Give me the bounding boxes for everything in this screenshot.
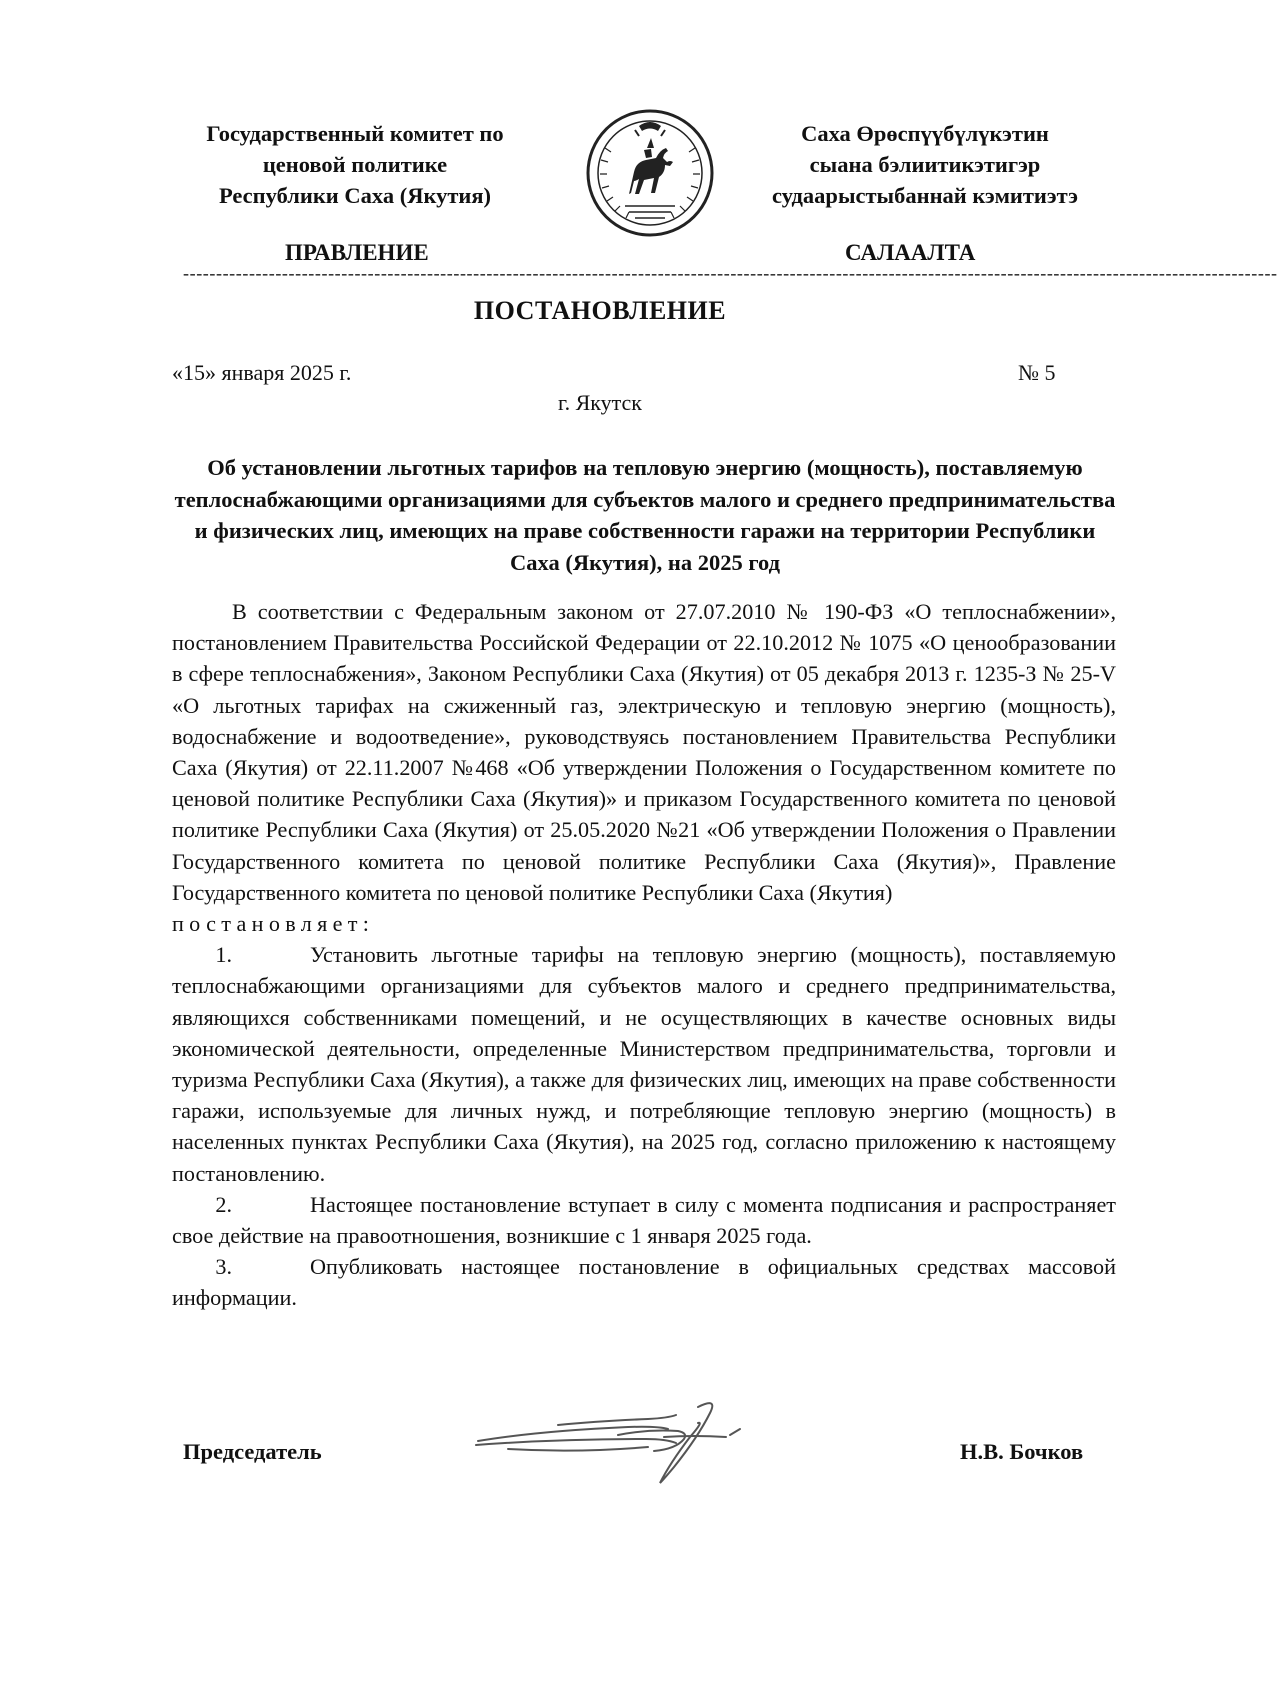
document-number: № 5 (1018, 360, 1056, 385)
header-left-block (165, 118, 545, 211)
document-type-title: ПОСТАНОВЛЕНИЕ (473, 296, 727, 325)
decree-word-paragraph (172, 908, 1116, 939)
document-subject: Об установлении льготных тарифов на тепловую энергию (мощность), поставляемую теплоснабжающими организациями для субъектов малого и среднего предпринимательства и физических лиц, имеющих на праве собственности гаражи на территории Республики Саха (Якутия), на 2025 год (174, 455, 1116, 575)
header-left-line-3: Республики Саха (Якутия) (218, 183, 492, 208)
header-left-line-2: ценовой политике (262, 152, 448, 177)
list-item (172, 1189, 1116, 1251)
document-body (172, 596, 1116, 1314)
board-label-sakha: САЛААЛТА (845, 240, 976, 265)
handwritten-signature-icon (468, 1397, 788, 1497)
list-item-number: 1. (215, 942, 232, 968)
list-item-number: 3. (215, 1254, 232, 1280)
decree-word: постановляет: (172, 911, 375, 937)
document-city: г. Якутск (558, 390, 642, 415)
dashed-divider: ---------------------------------------------------------------------------------------------------------------------------------------------------------------------- (183, 263, 1278, 283)
document-date: «15» января 2025 г. (172, 360, 352, 385)
header-right-line-1: Саха Өрөспүүбүлүкэтин (801, 121, 1049, 146)
preamble-paragraph (172, 596, 1116, 908)
board-label-russian: ПРАВЛЕНИЕ (285, 240, 429, 265)
list-item-text: Установить льготные тарифы на тепловую энергию (мощность), поставляемую теплоснабжающими организациями для субъектов малого и среднего предпринимательства, являющихся собственниками помещений, и не осуществляющих в качестве основных виды экономической деятельности, определенные Министерством предпринимательства, торговли и туризма Республики Саха (Якутия), а также для физических лиц, имеющих на праве собственности гаражи, используемые для личных нужд, и потребляющие тепловую энергию (мощность) в населенных пунктах Республики Саха (Якутия), на 2025 год, согласно приложению к настоящему постановлению. (172, 942, 1116, 1186)
preamble-text: В соответствии с Федеральным законом от 27.07.2010 № 190-ФЗ «О теплоснабжении», постановлением Правительства Российской Федерации от 22.10.2012 № 1075 «О ценообразовании в сфере теплоснабжения», Законом Республики Саха (Якутия) от 05 декабря 2013 г. 1235-З № 25-V «О льготных тарифах на сжиженный газ, электрическую и тепловую энергию (мощность), водоснабжение и водоотведение», руководствуясь постановлением Правительства Республики Саха (Якутия) от 22.11.2007 №468 «Об утверждении Положения о Государственном комитете по ценовой политике Республики Саха (Якутия)» и приказом Государственного комитета по ценовой политике Республики Саха (Якутия) от 25.05.2020 №21 «Об утверждении Положения о Правлении Государственного комитета по ценовой политике Республики Саха (Якутия)», Правление Государственного комитета по ценовой политике Республики Саха (Якутия) (172, 599, 1116, 905)
list-item-number: 2. (215, 1191, 232, 1217)
list-item-text: Настоящее постановление вступает в силу с момента подписания и распространяет свое действие на правоотношения, возникшие с 1 января 2025 года. (172, 1191, 1116, 1249)
coat-of-arms-icon (585, 108, 715, 238)
signer-name: Н.В. Бочков (960, 1439, 1084, 1464)
header-right-line-2: сыана бэлиитикэтигэр (809, 152, 1041, 177)
header-right-block (735, 118, 1115, 211)
header-right-line-3: судаарыстыбаннай кэмитиэтэ (772, 183, 1078, 208)
list-item (172, 939, 1116, 1189)
list-item (172, 1251, 1116, 1313)
list-item-text: Опубликовать настоящее постановление в официальных средствах массовой информации. (172, 1254, 1116, 1311)
header-left-line-1: Государственный комитет по (206, 121, 504, 146)
signer-title: Председатель (183, 1439, 322, 1464)
